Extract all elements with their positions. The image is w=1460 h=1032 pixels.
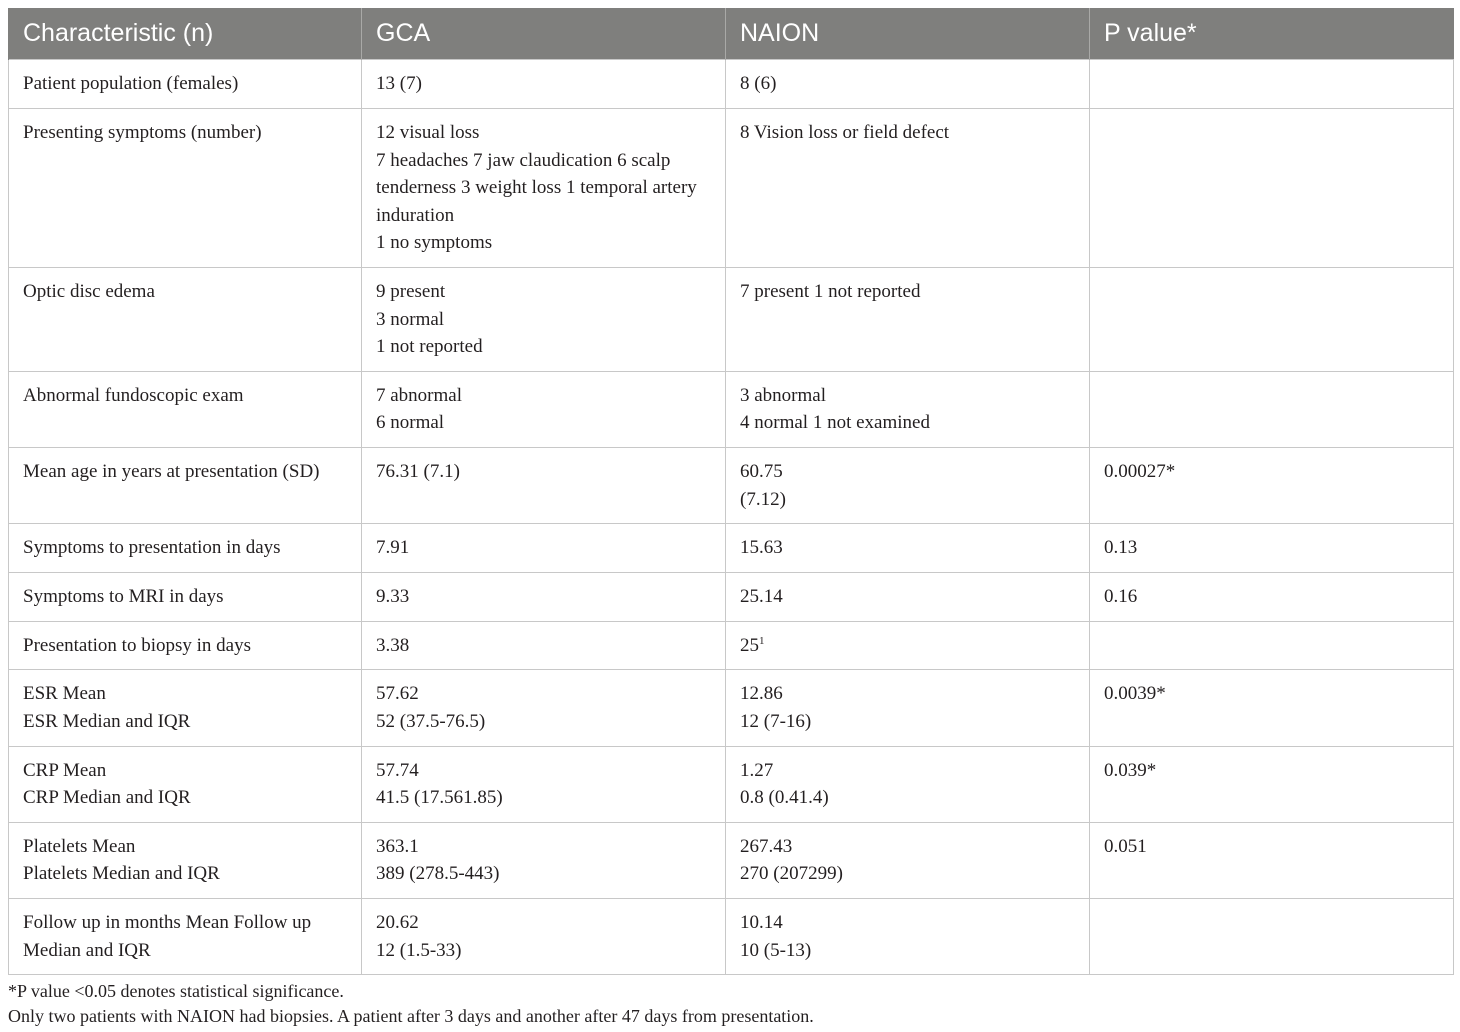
cell-naion: 15.63 [726, 524, 1090, 573]
cell-naion [726, 621, 1090, 670]
cell-characteristic: Follow up in months Mean Follow up Median and IQR [9, 898, 362, 974]
table-row [9, 109, 1454, 268]
cell-naion: 60.75 (7.12) [726, 447, 1090, 523]
cell-p-value: 0.16 [1090, 573, 1454, 622]
table-body [9, 60, 1454, 975]
cell-gca: 76.31 (7.1) [362, 447, 726, 523]
table-row [9, 822, 1454, 898]
cell-naion: 25.14 [726, 573, 1090, 622]
cell-p-value [1090, 60, 1454, 109]
cell-naion: 12.86 12 (7-16) [726, 670, 1090, 746]
cell-characteristic: Mean age in years at presentation (SD) [9, 447, 362, 523]
table-row [9, 447, 1454, 523]
cell-gca: 7.91 [362, 524, 726, 573]
cell-naion: 8 Vision loss or field defect [726, 109, 1090, 268]
cell-characteristic: Presentation to biopsy in days [9, 621, 362, 670]
cell-naion: 8 (6) [726, 60, 1090, 109]
cell-p-value [1090, 371, 1454, 447]
cell-characteristic: Symptoms to presentation in days [9, 524, 362, 573]
table-row [9, 60, 1454, 109]
header-p-value: P value* [1090, 8, 1454, 60]
footnote-biopsies: Only two patients with NAION had biopsies. A patient after 3 days and another after 47 days from presentation. [8, 1006, 814, 1026]
table-row [9, 268, 1454, 372]
table-row [9, 670, 1454, 746]
table-footnotes [8, 979, 814, 1029]
cell-p-value: 0.051 [1090, 822, 1454, 898]
cell-gca: 57.62 52 (37.5-76.5) [362, 670, 726, 746]
cell-gca: 363.1 389 (278.5-443) [362, 822, 726, 898]
cell-gca: 57.74 41.5 (17.561.85) [362, 746, 726, 822]
cell-gca: 9.33 [362, 573, 726, 622]
cell-naion-value: 25 [740, 634, 759, 656]
cell-characteristic: Optic disc edema [9, 268, 362, 372]
cell-gca: 9 present 3 normal 1 not reported [362, 268, 726, 372]
cell-characteristic: ESR Mean ESR Median and IQR [9, 670, 362, 746]
cell-naion: 1.27 0.8 (0.41.4) [726, 746, 1090, 822]
cell-p-value [1090, 898, 1454, 974]
cell-naion: 7 present 1 not reported [726, 268, 1090, 372]
data-table-container [8, 8, 1453, 975]
header-naion: NAION [726, 8, 1090, 60]
footnote-marker: 1 [759, 634, 765, 647]
table-row [9, 898, 1454, 974]
header-gca: GCA [362, 8, 726, 60]
cell-naion: 10.14 10 (5-13) [726, 898, 1090, 974]
table-row [9, 621, 1454, 670]
cell-gca: 12 visual loss 7 headaches 7 jaw claudication 6 scalp tenderness 3 weight loss 1 temporal artery induration 1 no symptoms [362, 109, 726, 268]
table-row [9, 573, 1454, 622]
cell-p-value [1090, 268, 1454, 372]
table-row [9, 524, 1454, 573]
header-row [9, 8, 1454, 60]
cell-naion: 3 abnormal 4 normal 1 not examined [726, 371, 1090, 447]
table-header [9, 8, 1454, 60]
cell-p-value: 0.039* [1090, 746, 1454, 822]
cell-gca: 7 abnormal 6 normal [362, 371, 726, 447]
cell-p-value: 0.00027* [1090, 447, 1454, 523]
cell-p-value: 0.0039* [1090, 670, 1454, 746]
header-characteristic: Characteristic (n) [9, 8, 362, 60]
cell-characteristic: CRP Mean CRP Median and IQR [9, 746, 362, 822]
cell-naion: 267.43 270 (207299) [726, 822, 1090, 898]
cell-characteristic: Abnormal fundoscopic exam [9, 371, 362, 447]
footnote-significance: *P value <0.05 denotes statistical significance. [8, 981, 344, 1001]
cell-gca: 20.62 12 (1.5-33) [362, 898, 726, 974]
cell-gca: 13 (7) [362, 60, 726, 109]
cell-characteristic: Symptoms to MRI in days [9, 573, 362, 622]
cell-characteristic: Presenting symptoms (number) [9, 109, 362, 268]
cell-p-value: 0.13 [1090, 524, 1454, 573]
table-row [9, 746, 1454, 822]
cell-p-value [1090, 621, 1454, 670]
cell-characteristic: Patient population (females) [9, 60, 362, 109]
characteristics-table [8, 8, 1454, 975]
cell-characteristic: Platelets Mean Platelets Median and IQR [9, 822, 362, 898]
cell-gca: 3.38 [362, 621, 726, 670]
cell-p-value [1090, 109, 1454, 268]
table-row [9, 371, 1454, 447]
